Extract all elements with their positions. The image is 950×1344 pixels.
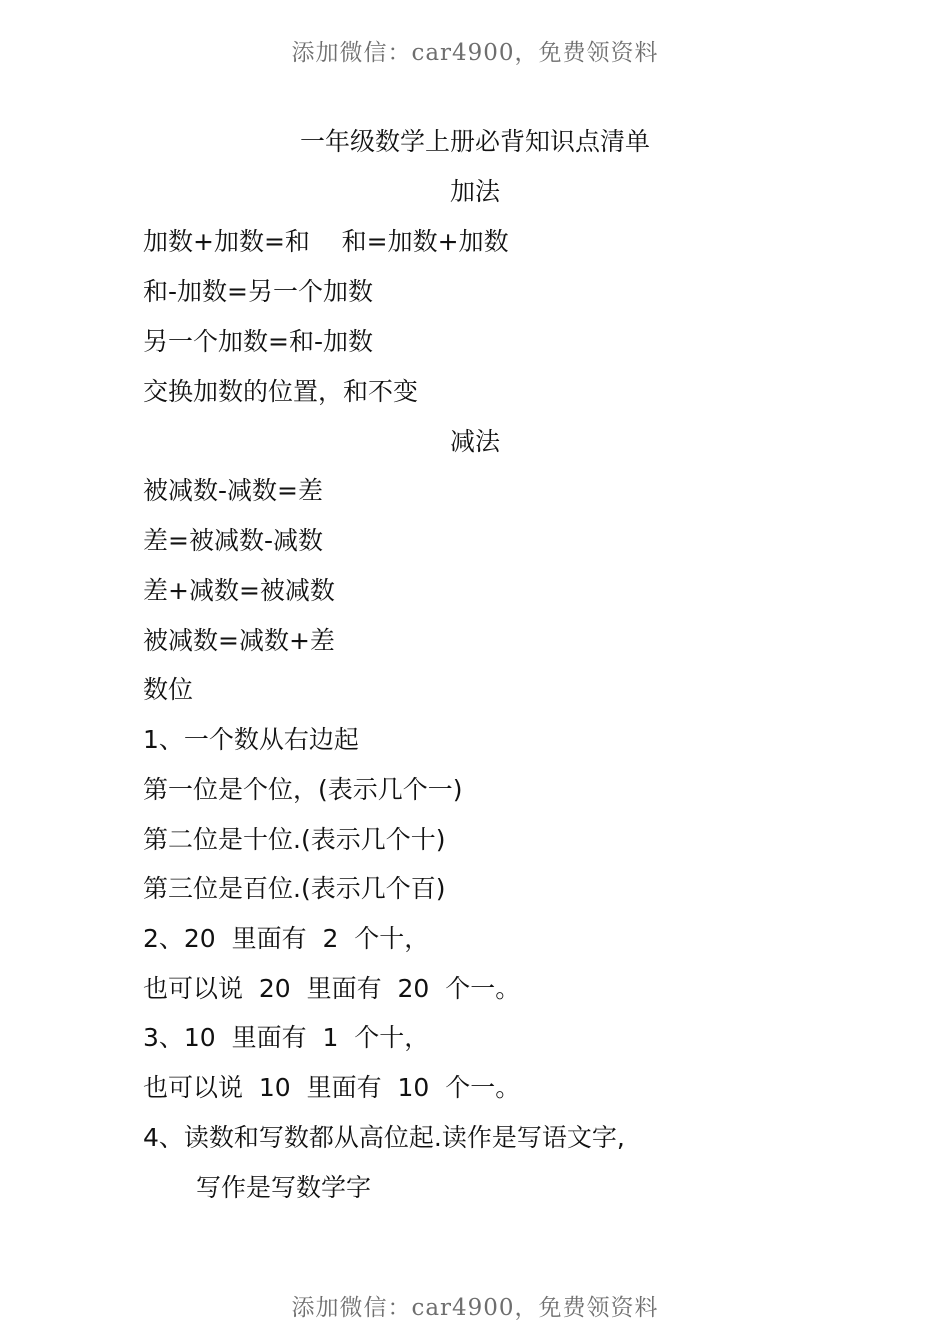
place-value-line: 4、读数和写数都从高位起.读作是写语文字, bbox=[143, 1123, 625, 1152]
watermark-footer: 添加微信：car4900，免费领资料 bbox=[291, 1295, 659, 1321]
place-value-line: 第二位是十位.(表示几个十) bbox=[143, 825, 446, 854]
subtraction-heading: 减法 bbox=[449, 427, 500, 456]
addition-line: 交换加数的位置，和不变 bbox=[143, 377, 419, 406]
subtraction-line: 被减数-减数=差 bbox=[143, 476, 323, 505]
place-value-heading: 数位 bbox=[143, 675, 194, 704]
addition-line: 加数+加数=和 和=加数+加数 bbox=[143, 227, 509, 256]
page-title: 一年级数学上册必背知识点清单 bbox=[299, 127, 650, 156]
place-value-line: 3、10 里面有 1 个十， bbox=[143, 1023, 430, 1052]
subtraction-line: 差+减数=被减数 bbox=[143, 576, 335, 605]
place-value-line: 2、20 里面有 2 个十， bbox=[143, 924, 430, 953]
place-value-line: 1、一个数从右边起 bbox=[143, 725, 359, 754]
subtraction-line: 差=被减数-减数 bbox=[143, 526, 323, 555]
addition-line: 另一个加数=和-加数 bbox=[143, 327, 373, 356]
subtraction-line: 被减数=减数+差 bbox=[143, 626, 335, 655]
place-value-line: 也可以说 20 里面有 20 个一。 bbox=[143, 974, 521, 1003]
addition-line: 和-加数=另一个加数 bbox=[143, 277, 373, 306]
place-value-line: 第一位是个位，(表示几个一) bbox=[143, 775, 463, 804]
place-value-line: 第三位是百位.(表示几个百) bbox=[143, 874, 446, 903]
place-value-line: 也可以说 10 里面有 10 个一。 bbox=[143, 1073, 521, 1102]
watermark-header: 添加微信：car4900，免费领资料 bbox=[291, 40, 659, 66]
place-value-line: 写作是写数学字 bbox=[196, 1173, 372, 1202]
addition-heading: 加法 bbox=[449, 177, 500, 206]
